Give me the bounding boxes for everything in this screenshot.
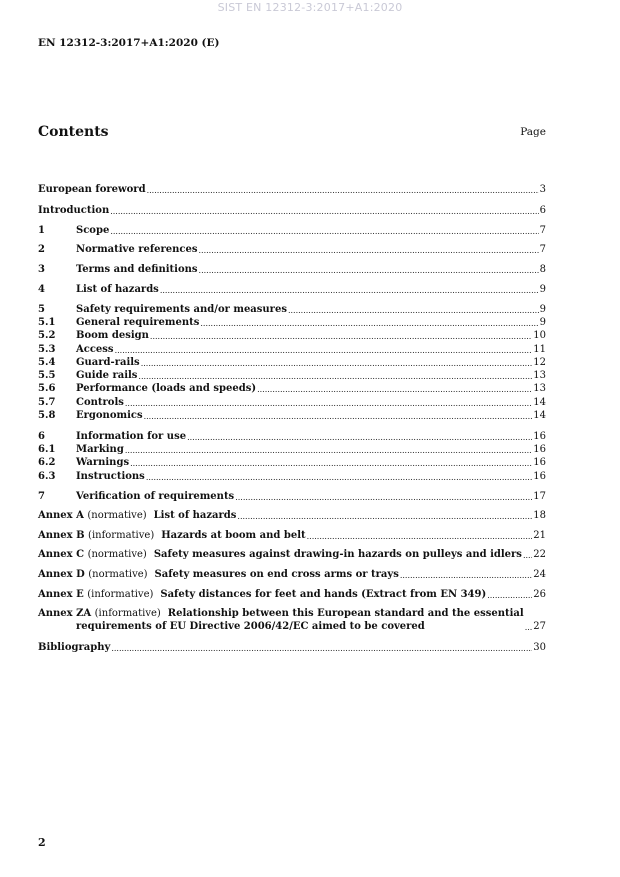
toc-entry-title: Annex E (informative) Safety distances for feet and hands (Extract from EN 349) — [38, 589, 487, 600]
toc-entry[interactable] — [38, 304, 546, 316]
toc-leader — [237, 512, 532, 522]
toc-entry-page: 13 — [533, 383, 546, 394]
toc-entry-title: Annex A (normative) List of hazards — [38, 510, 237, 521]
toc-entry-title: Marking — [76, 444, 124, 455]
toc-entry-page: 14 — [533, 410, 546, 421]
toc-entry-page: 7 — [539, 244, 546, 255]
toc-entry-page: 3 — [539, 184, 546, 195]
toc-entry-title: Information for use — [76, 431, 187, 442]
toc-entry-number: 5.1 — [38, 317, 56, 328]
toc-leader — [307, 532, 533, 542]
toc-leader — [200, 319, 538, 329]
toc-entry-number: 4 — [38, 284, 45, 295]
toc-entry-title: Annex B (informative) Hazards at boom and belt — [38, 530, 306, 541]
toc-entry-page: 24 — [533, 569, 546, 580]
toc-entry-page: 9 — [539, 304, 546, 315]
toc-entry-page: 16 — [533, 431, 546, 442]
toc-entry-title: Verification of requirements — [76, 491, 235, 502]
toc-annex-entry[interactable] — [38, 549, 546, 561]
toc-leader — [130, 459, 532, 469]
toc-leader — [146, 473, 532, 483]
toc-entry-title: Terms and definitions — [76, 264, 198, 275]
watermark-text: SIST EN 12312-3:2017+A1:2020 — [217, 1, 403, 14]
toc-leader — [138, 372, 532, 382]
toc-entry-number: 5.8 — [38, 410, 56, 421]
toc-leader — [141, 359, 533, 369]
toc-leader — [525, 623, 533, 633]
toc-entry-title: Controls — [76, 397, 124, 408]
toc-leader — [523, 551, 532, 561]
toc-entry-page: 22 — [533, 549, 546, 560]
toc-entry-number: 3 — [38, 264, 45, 275]
toc-leader — [288, 306, 539, 316]
toc-entry-number: 6.3 — [38, 471, 56, 482]
toc-entry-number: 7 — [38, 491, 45, 502]
toc-entry-title: Warnings — [76, 457, 130, 468]
toc-entry-title: Access — [76, 344, 114, 355]
toc-entry-page: 16 — [533, 471, 546, 482]
toc-entry-number: 1 — [38, 225, 45, 236]
toc-leader — [199, 266, 539, 276]
toc-entry[interactable] — [38, 491, 546, 503]
toc-entry-number: 5 — [38, 304, 45, 315]
toc-entry-page: 12 — [533, 357, 546, 368]
toc-entry-title: Normative references — [76, 244, 198, 255]
toc-leader — [110, 207, 538, 217]
toc-entry-title: Annex C (normative) Safety measures against drawing-in hazards on pulleys and idlers — [38, 549, 522, 560]
toc-entry-title: Introduction — [38, 205, 110, 216]
toc-leader — [235, 493, 532, 503]
toc-entry-number: 5.2 — [38, 330, 56, 341]
toc-entry-page: 10 — [533, 330, 546, 341]
toc-leader — [115, 346, 533, 356]
toc-entry-title: General requirements — [76, 317, 200, 328]
toc-entry[interactable] — [38, 344, 546, 356]
toc-entry[interactable] — [38, 642, 546, 654]
toc-entry-number: 5.7 — [38, 397, 56, 408]
toc-entry[interactable] — [38, 330, 546, 342]
toc-entry-page: 11 — [533, 344, 546, 355]
toc-entry-page: 9 — [539, 317, 546, 328]
toc-entry[interactable] — [38, 357, 546, 369]
toc-annex-entry[interactable] — [38, 569, 546, 581]
toc-entry-title: Performance (loads and speeds) — [76, 383, 257, 394]
toc-entry-title: Annex ZA (informative) Relationship between this European standard and the essential requirements of EU Directive 2006/42/EC aimed to be covered — [38, 608, 524, 632]
toc-entry[interactable] — [38, 284, 546, 296]
toc-leader — [199, 246, 539, 256]
toc-entry-number: 5.6 — [38, 383, 56, 394]
toc-entry-page: 7 — [539, 225, 546, 236]
toc-entry-number: 5.4 — [38, 357, 56, 368]
toc-leader — [187, 433, 532, 443]
toc-entry-title: Safety requirements and/or measures — [76, 304, 287, 315]
toc-entry-page: 21 — [533, 530, 546, 541]
toc-entry[interactable] — [38, 431, 546, 443]
toc-entry-page: 30 — [533, 642, 546, 653]
toc-leader — [147, 186, 539, 196]
toc-entry[interactable] — [38, 317, 546, 329]
toc-entry[interactable] — [38, 244, 546, 256]
toc-entry[interactable] — [38, 410, 546, 422]
toc-leader — [257, 385, 532, 395]
toc-entry-title: Boom design — [76, 330, 149, 341]
toc-entry-number: 6.2 — [38, 457, 56, 468]
toc-entry-title: Annex D (normative) Safety measures on end cross arms or trays — [38, 569, 399, 580]
page-number: 2 — [38, 836, 46, 849]
toc-annex-entry[interactable] — [38, 510, 546, 522]
page-column-label: Page — [520, 126, 546, 138]
toc-leader — [400, 571, 532, 581]
toc-leader — [111, 644, 532, 654]
toc-annex-entry[interactable] — [38, 607, 546, 633]
toc-entry-page: 6 — [539, 205, 546, 216]
toc-entry-page: 16 — [533, 457, 546, 468]
toc-leader — [110, 227, 538, 237]
toc-leader — [160, 286, 539, 296]
toc-entry-title: List of hazards — [76, 284, 159, 295]
toc-entry-page: 9 — [539, 284, 546, 295]
toc-entry-title: Guide rails — [76, 370, 138, 381]
toc-entry-number: 5.5 — [38, 370, 56, 381]
toc-entry-page: 16 — [533, 444, 546, 455]
toc-entry[interactable] — [38, 383, 546, 395]
toc-leader — [125, 446, 532, 456]
toc-entry-page: 26 — [533, 589, 546, 600]
toc-annex-entry[interactable] — [38, 589, 546, 601]
toc-leader — [150, 332, 532, 342]
document-id: EN 12312-3:2017+A1:2020 (E) — [38, 37, 220, 49]
toc-entry[interactable] — [38, 471, 546, 483]
toc-annex-entry[interactable] — [38, 530, 546, 542]
toc-entry[interactable] — [38, 205, 546, 217]
page-title: Contents — [38, 124, 109, 140]
toc-entry[interactable] — [38, 370, 546, 382]
toc-entry[interactable] — [38, 444, 546, 456]
toc-entry-number: 2 — [38, 244, 45, 255]
toc-entry-number: 6 — [38, 431, 45, 442]
toc-entry-page: 18 — [533, 510, 546, 521]
toc-entry-number: 6.1 — [38, 444, 56, 455]
toc-entry-title: European foreword — [38, 184, 146, 195]
toc-entry-page: 27 — [533, 621, 546, 632]
toc-entry-title: Bibliography — [38, 642, 111, 653]
toc-entry-title: Instructions — [76, 471, 145, 482]
toc-entry[interactable] — [38, 225, 546, 237]
toc-entry-page: 17 — [533, 491, 546, 502]
toc-entry[interactable] — [38, 184, 546, 196]
toc-entry-page: 13 — [533, 370, 546, 381]
toc-entry[interactable] — [38, 264, 546, 276]
toc-entry-title: Scope — [76, 225, 110, 236]
toc-entry-title: Guard-rails — [76, 357, 140, 368]
toc-leader — [144, 412, 533, 422]
toc-entry-title: Ergonomics — [76, 410, 143, 421]
toc-leader — [487, 591, 532, 601]
toc-entry[interactable] — [38, 457, 546, 469]
toc-entry[interactable] — [38, 397, 546, 409]
toc-entry-page: 8 — [539, 264, 546, 275]
toc-entry-page: 14 — [533, 397, 546, 408]
toc-entry-number: 5.3 — [38, 344, 56, 355]
toc-leader — [125, 399, 532, 409]
